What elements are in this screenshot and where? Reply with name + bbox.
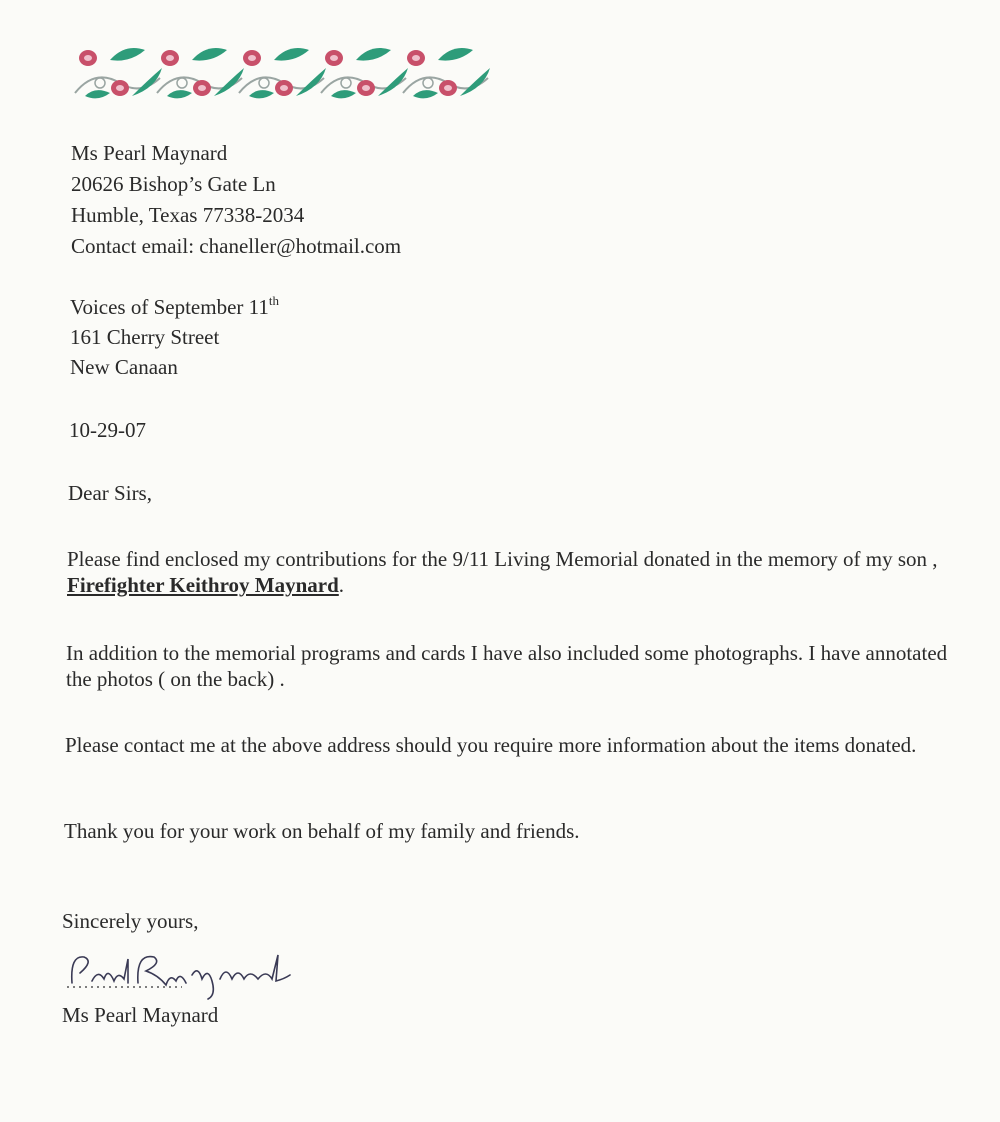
recipient-name-suffix: th	[268, 293, 279, 308]
salutation: Dear Sirs,	[68, 481, 152, 505]
letter-date: 10-29-07	[69, 418, 146, 442]
body-paragraph-1-text: Please find enclosed my contributions for the 9/11 Living Memorial donated in the memory of my son ,	[67, 547, 938, 571]
body-paragraph-3: Please contact me at the above address should you require more information about the items donated.	[65, 733, 917, 757]
recipient-street: 161 Cherry Street	[70, 325, 220, 349]
body-paragraph-1	[67, 546, 947, 598]
son-name: Firefighter Keithroy Maynard	[67, 573, 339, 597]
signature-name: Ms Pearl Maynard	[62, 1003, 219, 1027]
floral-border-icon	[70, 38, 500, 108]
sender-city-state-zip: Humble, Texas 77338-2034	[71, 203, 305, 227]
body-paragraph-2: In addition to the memorial programs and cards I have also included some photographs. I have annotated the photos ( on the back) .	[66, 641, 948, 691]
closing: Sincerely yours,	[62, 909, 199, 933]
recipient-city: New Canaan	[70, 355, 178, 379]
recipient-name	[70, 294, 279, 320]
sender-name: Ms Pearl Maynard	[71, 141, 228, 165]
sender-street: 20626 Bishop’s Gate Ln	[71, 172, 276, 196]
body-paragraph-1-end: .	[338, 573, 345, 597]
body-paragraph-4: Thank you for your work on behalf of my family and friends.	[64, 819, 580, 843]
recipient-name-text: Voices of September 11	[70, 295, 269, 319]
handwritten-signature-icon	[62, 945, 312, 1000]
sender-email: Contact email: chaneller@hotmail.com	[71, 234, 402, 258]
